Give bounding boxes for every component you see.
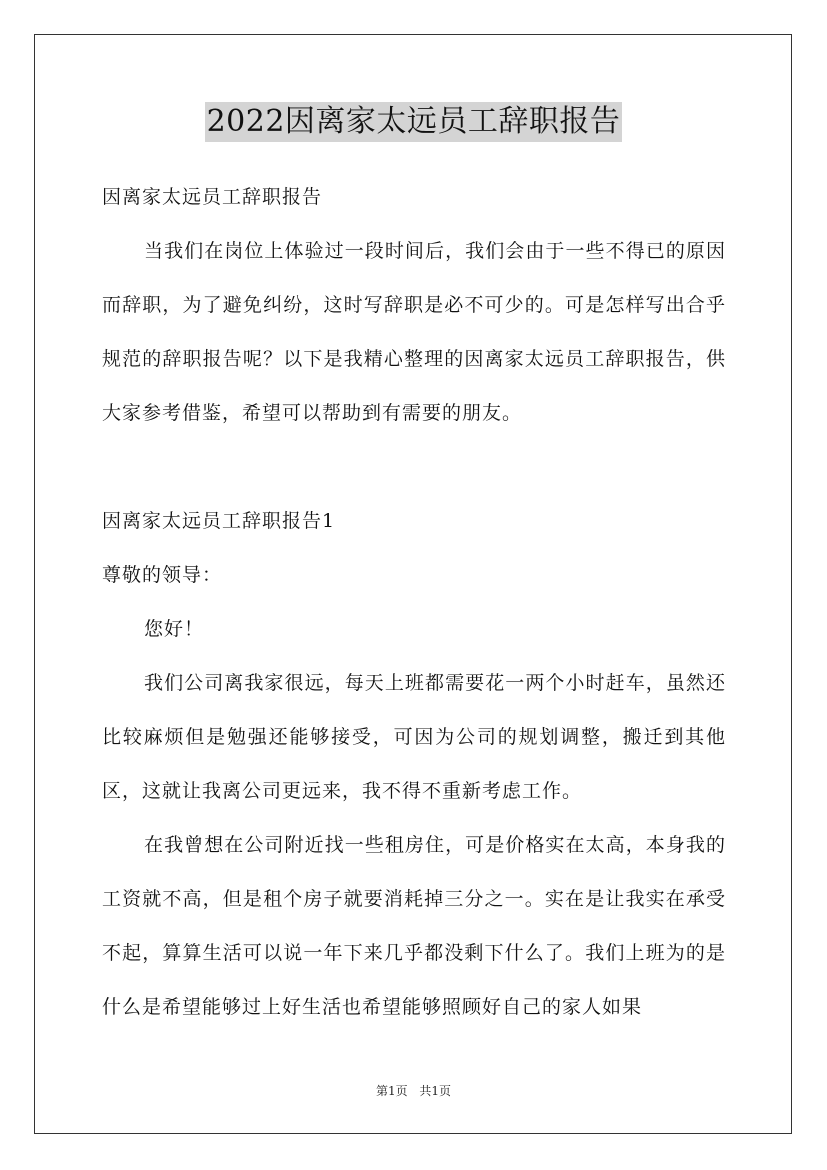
document-title: 2022因离家太远员工辞职报告 — [205, 102, 623, 142]
page-footer — [0, 1082, 827, 1099]
greeting: 您好！ — [144, 618, 205, 640]
salutation: 尊敬的领导： — [102, 564, 223, 586]
spacer — [102, 440, 726, 494]
body-paragraph-1: 我们公司离我家很远，每天上班都需要花一两个小时赶车，虽然还比较麻烦但是勉强还能够接受，可因为公司的规划调整，搬迁到其他区，这就让我离公司更远来，我不得不重新考虑工作。 — [102, 672, 726, 802]
title-wrap — [0, 102, 827, 142]
section-heading: 因离家太远员工辞职报告1 — [102, 510, 336, 532]
subtitle: 因离家太远员工辞职报告 — [102, 186, 323, 208]
total-pages: 共1页 — [419, 1084, 452, 1098]
intro-paragraph: 当我们在岗位上体验过一段时间后，我们会由于一些不得已的原因而辞职，为了避免纠纷，这时写辞职是必不可少的。可是怎样写出合乎规范的辞职报告呢？以下是我精心整理的因离家太远员工辞职报告，供大家参考借鉴，希望可以帮助到有需要的朋友。 — [102, 240, 726, 424]
body-paragraph-2: 在我曾想在公司附近找一些租房住，可是价格实在太高，本身我的工资就不高，但是租个房子就要消耗掉三分之一。实在是让我实在承受不起，算算生活可以说一年下来几乎都没剩下什么了。我们上班为的是什么是希望能够过上好生活也希望能够照顾好自己的家人如果 — [102, 834, 726, 1018]
document-body — [102, 170, 726, 1034]
page-number: 第1页 — [375, 1084, 408, 1098]
